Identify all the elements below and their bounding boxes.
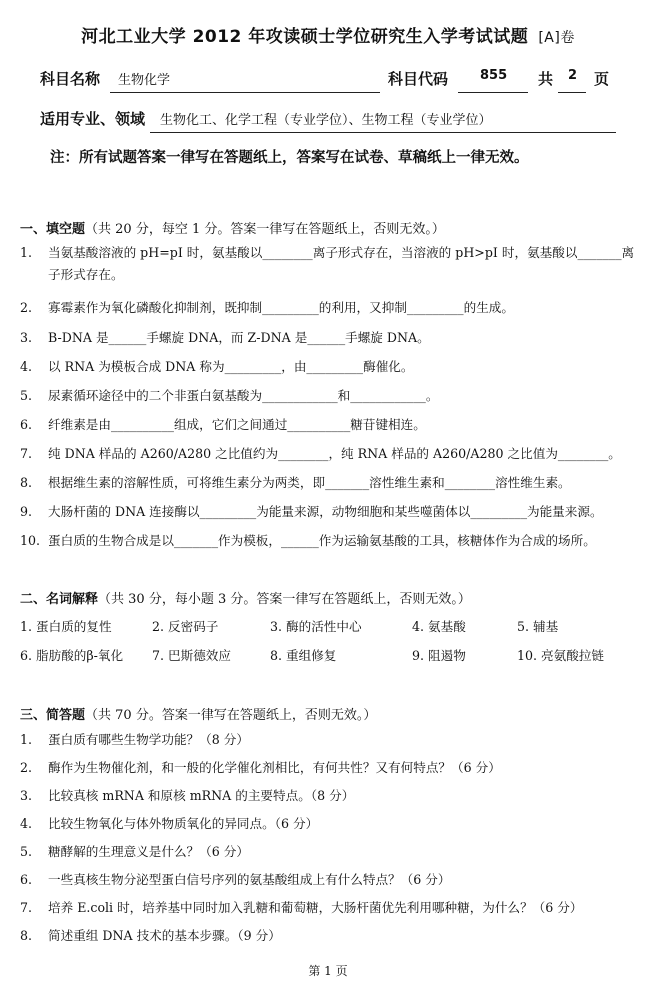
- pages-suffix: 页: [594, 70, 610, 88]
- short-question-2: [20, 757, 636, 779]
- short-question-1: [20, 729, 636, 751]
- question-number: 2.: [20, 760, 33, 775]
- question-text: 纯 DNA 样品的 A260/A280 之比值约为________，纯 RNA 样品的 A260/A280 之比值为________。: [48, 446, 621, 461]
- question-number: 6.: [20, 417, 33, 432]
- section1-title-rest: （共 20 分，每空 1 分。答案一律写在答题纸上，否则无效。）: [85, 222, 445, 237]
- question-text: B-DNA 是______手螺旋 DNA，而 Z-DNA 是______手螺旋 DNA。: [48, 330, 430, 345]
- notice-text: 注：所有试题答案一律写在答题纸上，答案写在试卷、草稿纸上一律无效。: [50, 150, 529, 166]
- question-number: 2.: [20, 300, 33, 315]
- subject-code-underline: [458, 92, 528, 93]
- question-text: 糖酵解的生理意义是什么？（6 分）: [48, 844, 249, 859]
- term-item: 10. 亮氨酸拉链: [517, 648, 605, 663]
- pages-count: 2: [568, 68, 578, 83]
- short-question-3: [20, 785, 636, 807]
- term-item: 6. 脂肪酸的β-氧化: [20, 648, 124, 663]
- subject-code-value: 855: [480, 68, 508, 83]
- term-item: 7. 巴斯德效应: [152, 648, 231, 663]
- section1-title-bold: 一、填空题: [20, 222, 86, 237]
- section3-title-rest: （共 70 分。答案一律写在答题纸上，否则无效。）: [85, 708, 377, 723]
- fill-question-1: [20, 242, 636, 286]
- question-text: 比较生物氧化与体外物质氧化的异同点。（6 分）: [48, 816, 319, 831]
- term-item: 9. 阻遏物: [412, 648, 466, 663]
- question-text: 纤维素是由__________组成，它们之间通过__________糖苷键相连。: [48, 417, 426, 432]
- section1-title: [20, 218, 445, 237]
- question-text: 当氨基酸溶液的 pH=pI 时，氨基酸以________离子形式存在，当溶液的 pH>pI 时，氨基酸以_______离子形式存在。: [48, 245, 635, 282]
- question-number: 3.: [20, 788, 33, 803]
- term-item: 4. 氨基酸: [412, 619, 466, 634]
- term-item: 2. 反密码子: [152, 619, 219, 634]
- fill-question-9: [20, 501, 636, 523]
- page-number: 第 1 页: [308, 964, 348, 978]
- term-item: 5. 辅基: [517, 619, 559, 634]
- question-number: 1.: [20, 245, 33, 260]
- question-number: 9.: [20, 504, 33, 519]
- fill-question-7: [20, 443, 636, 465]
- section2-title: [20, 588, 471, 607]
- question-number: 10.: [20, 533, 41, 548]
- question-text: 蛋白质的生物合成是以_______作为模板，______作为运输氨基酸的工具，核糖体作为合成的场所。: [48, 533, 596, 548]
- fill-question-5: [20, 385, 636, 407]
- question-text: 一些真核生物分泌型蛋白信号序列的氨基酸组成上有什么特点？（6 分）: [48, 872, 451, 887]
- subject-name-value: 生物化学: [118, 73, 171, 88]
- question-number: 1.: [20, 732, 33, 747]
- question-text: 尿素循环途径中的二个非蛋白氨基酸为____________和____________。: [48, 388, 439, 403]
- volume-label: [A]卷: [538, 30, 575, 46]
- short-question-5: [20, 841, 636, 863]
- pages-prefix: 共: [538, 70, 554, 88]
- question-text: 酶作为生物催化剂，和一般的化学催化剂相比，有何共性？又有何特点？（6 分）: [48, 760, 501, 775]
- terms-grid: [20, 616, 636, 676]
- question-number: 7.: [20, 900, 33, 915]
- short-question-4: [20, 813, 636, 835]
- short-question-7: [20, 897, 636, 919]
- majors-label: 适用专业、领域: [40, 110, 146, 128]
- majors-value: 生物化工、化学工程（专业学位）、生物工程（专业学位）: [160, 113, 492, 128]
- question-number: 7.: [20, 446, 33, 461]
- question-text: 大肠杆菌的 DNA 连接酶以_________为能量来源，动物细胞和某些噬菌体以_________为能量来源。: [48, 504, 603, 519]
- question-number: 8.: [20, 475, 33, 490]
- section2-title-rest: （共 30 分，每小题 3 分。答案一律写在答题纸上，否则无效。）: [98, 592, 471, 607]
- fill-question-8: [20, 472, 636, 494]
- terms-row-2: [20, 645, 636, 665]
- fill-question-4: [20, 356, 636, 378]
- title-text: 河北工业大学 2012 年攻读硕士学位研究生入学考试试题: [81, 27, 529, 47]
- question-text: 以 RNA 为模板合成 DNA 称为_________，由_________酶催化。: [48, 359, 414, 374]
- question-text: 根据维生素的溶解性质，可将维生素分为两类，即_______溶性维生素和________溶性维生素。: [48, 475, 571, 490]
- section2-title-bold: 二、名词解释: [20, 592, 99, 607]
- fill-question-3: [20, 327, 636, 349]
- question-number: 5.: [20, 844, 33, 859]
- fill-question-10: [20, 530, 636, 552]
- short-question-6: [20, 869, 636, 891]
- fill-question-2: [20, 297, 636, 319]
- term-item: 3. 酶的活性中心: [270, 619, 362, 634]
- short-question-8: [20, 925, 636, 947]
- question-text: 蛋白质有哪些生物学功能？（8 分）: [48, 732, 249, 747]
- question-number: 4.: [20, 816, 33, 831]
- terms-row-1: [20, 616, 636, 636]
- subject-name-label: 科目名称: [40, 70, 101, 88]
- question-text: 寡霉素作为氧化磷酸化抑制剂，既抑制_________的利用，又抑制_________的生成。: [48, 300, 514, 315]
- question-number: 3.: [20, 330, 33, 345]
- term-item: 1. 蛋白质的复性: [20, 619, 112, 634]
- question-number: 8.: [20, 928, 33, 943]
- section3-title: [20, 704, 376, 723]
- question-text: 培养 E.coli 时，培养基中同时加入乳糖和葡萄糖，大肠杆菌优先利用哪种糖，为什么？（6 分）: [48, 900, 583, 915]
- pages-underline: [558, 92, 586, 93]
- subject-name-underline: [110, 92, 380, 93]
- question-text: 简述重组 DNA 技术的基本步骤。（9 分）: [48, 928, 281, 943]
- question-number: 4.: [20, 359, 33, 374]
- question-number: 5.: [20, 388, 33, 403]
- subject-code-label: 科目代码: [388, 70, 449, 88]
- question-text: 比较真核 mRNA 和原核 mRNA 的主要特点。（8 分）: [48, 788, 355, 803]
- fill-question-6: [20, 414, 636, 436]
- majors-underline: [150, 132, 616, 133]
- question-number: 6.: [20, 872, 33, 887]
- exam-title: [0, 22, 656, 47]
- section3-title-bold: 三、简答题: [20, 708, 86, 723]
- term-item: 8. 重组修复: [270, 648, 337, 663]
